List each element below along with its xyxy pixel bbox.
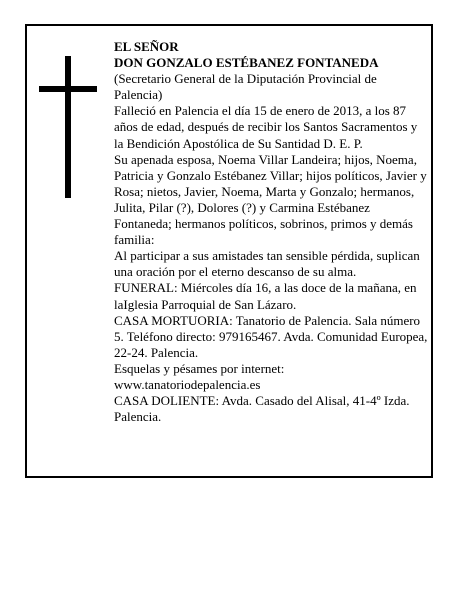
notice-text xyxy=(114,39,428,425)
mortuary-paragraph: CASA MORTUORIA: Tanatorio de Palencia. Sala número 5. Teléfono directo: 979165467. Avda. Comunidad Europea, 22-24. Palencia. xyxy=(114,312,428,360)
cross-horizontal-bar xyxy=(39,86,97,92)
funeral-paragraph: FUNERAL: Miércoles día 16, a las doce de la mañana, en laIglesia Parroquial de San Lázaro. xyxy=(114,280,417,312)
heading-line1: EL SEÑOR xyxy=(114,39,179,54)
deceased-name: DON GONZALO ESTÉBANEZ FONTANEDA xyxy=(114,55,379,71)
residence-paragraph: CASA DOLIENTE: Avda. Casado del Alisal, 41-4º Izda. Palencia. xyxy=(114,393,410,425)
family-paragraph: Su apenada esposa, Noema Villar Landeira; hijos, Noema, Patricia y Gonzalo Estébanez Villar; hijos políticos, Javier y Rosa; nietos, Javier, Noema, Marta y Gonzalo; hermanos, Julita, Pilar (?), Dolores (?) y Carmina Estébanez Fontaneda; hermanos políticos, sobrinos, primos y demás familia: xyxy=(114,151,427,248)
request-paragraph: Al participar a sus amistades tan sensible pérdida, suplican una oración por el eterno descanso de su alma. xyxy=(114,248,420,280)
position-title: (Secretario General de la Diputación Provincial de Palencia) xyxy=(114,71,377,103)
cross-vertical-bar xyxy=(65,56,71,198)
death-paragraph: Falleció en Palencia el día 15 de enero de 2013, a los 87 años de edad, después de recibir los Santos Sacramentos y la Bendición Apostólica de Su Santidad D. E. P. xyxy=(114,103,418,151)
cross-icon xyxy=(39,56,97,198)
online-paragraph: Esquelas y pésames por internet: www.tanatoriodepalencia.es xyxy=(114,360,285,392)
obituary-notice xyxy=(25,24,433,478)
